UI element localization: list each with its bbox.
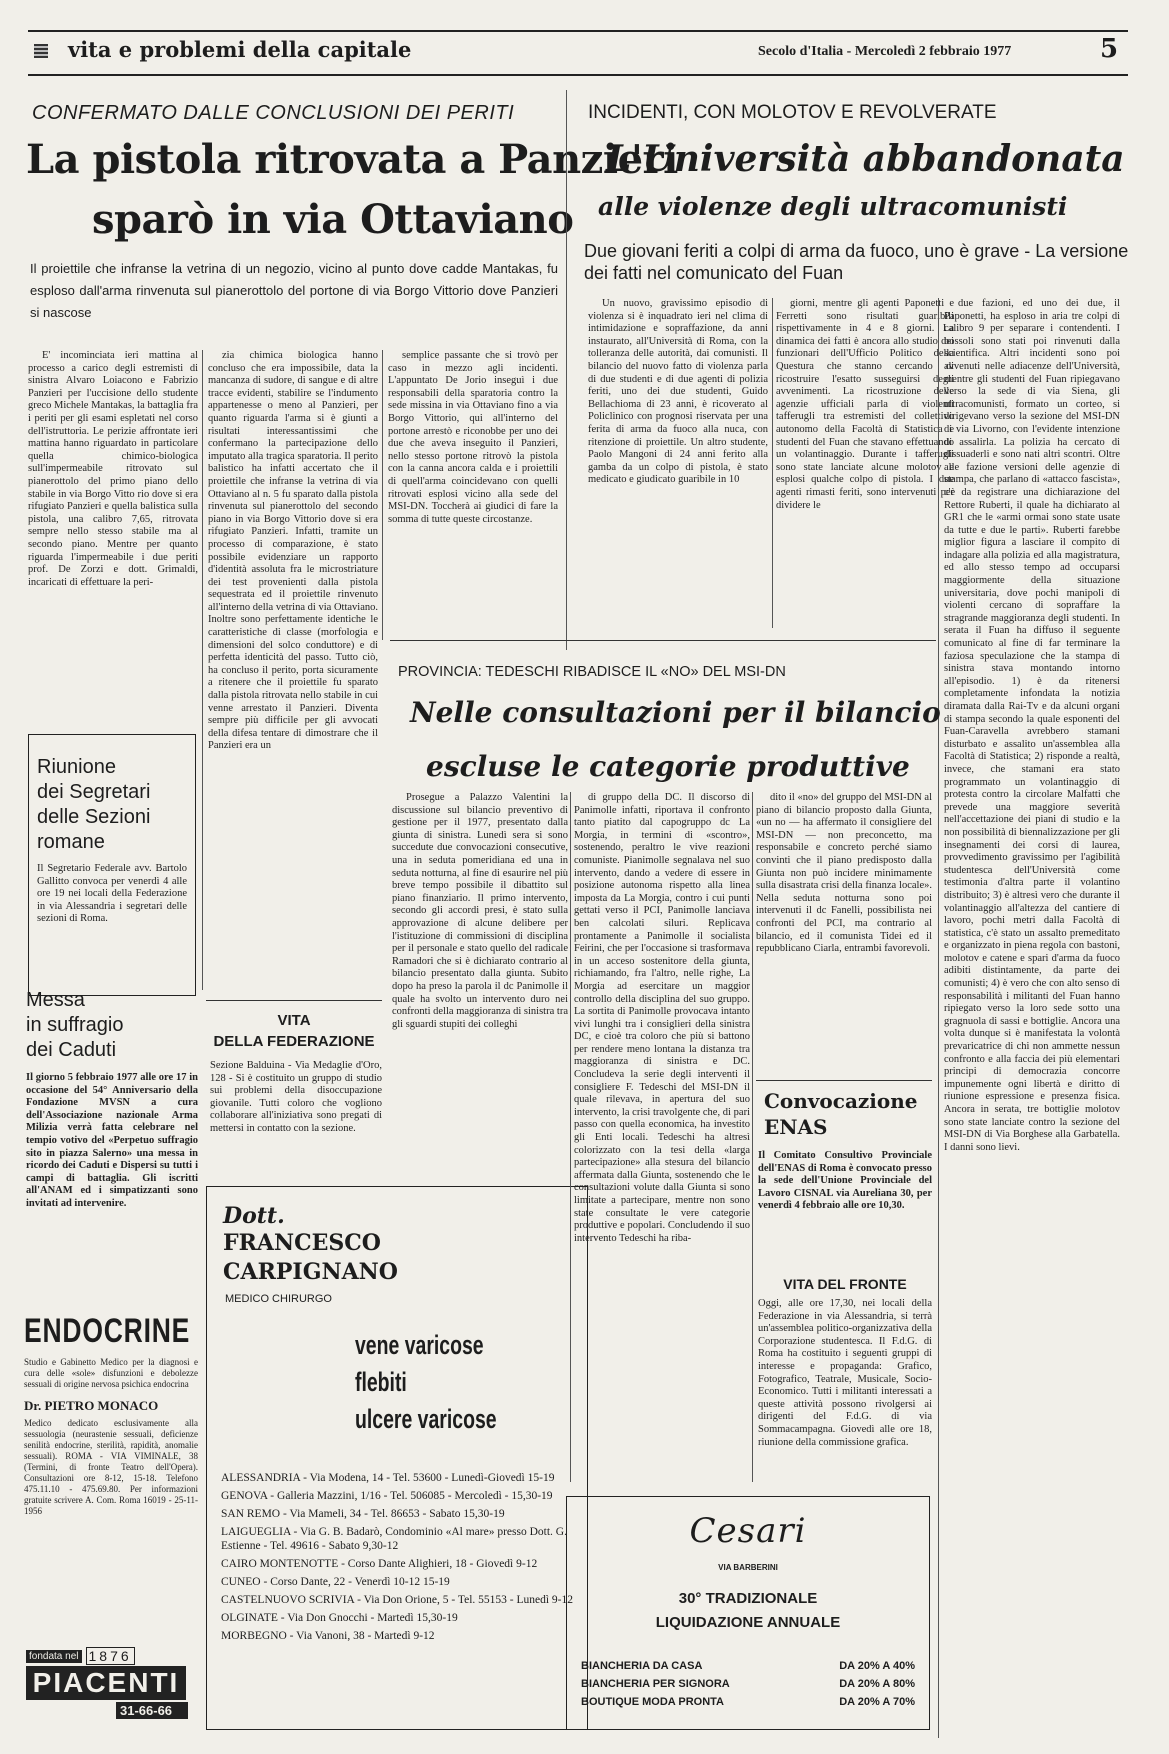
address-line: CAIRO MONTENOTTE - Corso Dante Alighieri, 18 - Giovedì 9-12 (221, 1558, 538, 1570)
fronte-body: Oggi, alle ore 17,30, nei locali della Federazione in via Alessandria, si terrà un'assemblea politico-organizzativa della Corporazione studentesca. Il F.d.G. di Roma ha costituito i seguenti gruppi di interesse e propaganda: Grafico, Fotografico, Teatrale, Musicale, Socio-Economico. Tutti i militanti interessati a queste attività possono rivolgersi ai dirigenti del F.d.G. di via Sommacampagna. Giovedì alle ore 18, riunione della commissione grafica. (758, 1298, 932, 1448)
masthead (28, 30, 1128, 78)
carpignano-name: FRANCESCO CARPIGNANO (223, 1230, 398, 1285)
endocrine-title: ENDOCRINE (24, 1312, 191, 1350)
provincia-col-1: Prosegue a Palazzo Valentini la discussione sul bilancio preventivo di gestione per il 1977, presentato dalla giunta di sinistra. Lunedì sera si sono succedute due convocazioni consecutive, una in seduta pomeridiana ed una in seduta notturna, al fine di esaurire nel più breve tempo possibile il dibattito sul piano finanziario. Il primo intervento, secondo gli accordi presi, è stato sulla approvazione di alcune delibere per l'istituzione di commissioni di disciplina per il personale e stato quello del radicale Ramadori che si è dichiarato contrario al bilancio presentato dalla giunta. Subito dopo ha preso la parola il dc Panimolle il quale ha svolto un intervento duro nei confronti della maggioranza di sinistra tra gli sguardi stupiti dei colleghi (392, 792, 568, 1030)
univ-col-3: due fazioni, ed uno dei due, il Paponetti, ha esploso in aria tre colpi di calibro 9 per separare i contendenti. I bossoli sono stati poi rinvenuti dalla scientifica. Altri incidenti sono poi avvenuti nelle adiacenze dell'Università, mentre gli studenti del Fuan ripiegavano verso la sede di via Siena, gli ultracomunisti, formato un corteo, si dirigevano verso la sezione del MSI-DN di via Livorno, con l'evidente intenzione di assalirla. La polizia ha cercato di dissuaderli e sono nati altri scontri. Oltre alle fazione versioni delle agenzie di stampa, che parlano di «attacco fascista», c'è da registrare una dichiarazione del Rettore Ruberti, il quale ha dichiarato al GR1 che le «armi ormai sono state usate da tutte e due le parti». Ruberti farebbe miglior figura a lasciare il compito di indagare alla polizia ed alla magistratura, ed allo stesso tempo ad occuparsi maggiormente della situazione universitaria, dove pochi manipoli di violenti cercano di sopraffare la stragrande maggioranza degli studenti. In serata il Fuan ha diffuso il seguente comunicato al fine di far terminare la faziosa speculazione che la stampa di sinistra stava montando intorno all'episodio. 1) è da ritenersi completamente infondata la notizia diramata dalla Rai-Tv e da alcuni organi di stampa secondo la quale esponenti del Fuan-Caravella avrebbero stamani disturbato e assalito un'assemblea alla Facoltà di Statistica; 2) risponde a realtà, invece, che stamani era stato programmato un volantinaggio di protesta contro la circolare Malfatti che prevede una maggiore severità nell'accettazione dei piani di studio e la non possibilità di biennalizzazione per gli insegnamenti dei corsi di laurea, provvedimento gravissimo per l'agibilità studentesca dell'Università come testimonia d'altra parte il volantino distribuito; 3) è altresì vero che durante il volantinaggio all'altezza del cantiere di lavoro, pochi metri dalla Facoltà di statistica, c'è stato un assalto premeditato e organizzato in piena regola con bastoni, molotov e catene e spari d'arma da fuoco adibiti distintamente, da parte dei comunisti; 4) è vero che con alto senso di responsabilità i militanti del Fuan hanno ripiegato verso la loro sede sotto una gragnuola di sassi e bottiglie. Ancora una volta dunque si è manifestata la volontà prevaricatrice di chi non ammette nessun confronto e alla faccia dei più elementari principi di democrazia concorre impunemente ogni libertà e diritto di riunione espressione e presenza fisica. Ancora in serata, tre bottiglie molotov sono state lanciate contro la sezione del MSI-DN di Via Borghese alla Garbatella. I danni sono lievi. (944, 298, 1120, 1153)
cesari-event: 30° TRADIZIONALE LIQUIDAZIONE ANNUALE (655, 1590, 841, 1631)
provincia-headline-2: escluse le categorie produttive (426, 750, 910, 783)
provincia-col-2: di gruppo della DC. Il discorso di Panimolle infatti, riportava il confronto tanto piatito dal capogruppo dc La Morgia, in termini di «scontro», sostenendo, peraltro le vive reazioni comuniste. Pianimolle segnalava nel suo intervento, dando a vedere di essere in posizione autonoma rispetto alla linea imposta da La Morgia, contro i cui punti gettati verso il PCI, Panimolle lanciava ben calcolati siluri. Replicava prontamente a Panimolle il socialista Feirini, che per l'occasione si trasformava in un acceso sostenitore della giunta, richiamando, fra l'altro, nelle righe, La Morgia ad esercitare un maggior controllo della disciplina del suo gruppo. La sortita di Panimolle provocava intanto vivi lunghi tra i consiglieri della sinistra DC, e cioè tra coloro che più si battono per rendere meno lontana la distanza tra maggioranza di sinistra e DC. Concludeva la serie degli interventi il consigliere F. Tedeschi del MSI-DN il quale rilevava, in apertura del suo intervento, la crisi travolgente che, di pari passo con quella economica, ha investito gli Enti locali. Tedeschi ha altresì colorizzato con la tesi della «larga partecipazione» alla stesura del bilancio affermata dalla Giunta, sostenendo che le consultazioni volute dalla Giunta si sono limitate a partecipare, mentre non sono state consultate le vere categorie produttive e popolari. Concludendo il suo intervento Tedeschi ha riba- (574, 792, 750, 1244)
cesari-item: BIANCHERIA PER SIGNORA DA 20% A 80% (581, 1678, 915, 1690)
univ-headline-2: alle violenze degli ultracomunisti (598, 192, 1068, 221)
address-line: OLGINATE - Via Don Gnocchi - Martedì 15,30-19 (221, 1612, 458, 1624)
pistol-col-2: zia chimica biologica hanno concluso che era impossibile, data la mancanza di sudore, di sangue e di altre tracce evidenti, stabilire se l'indumento appartenesse o meno al Panzieri, per quanto riguarda l'arma si è giunti a risultati interessantissimi che confermano la partecipazione dello imputato alla tragica sparatoria. Il perito balistico ha infatti accertato che il proiettile che infranse la vetrina di via Ottaviano al n. 5 fu sparato dalla pistola rinvenuta sul pianerottolo del secondo piano in via Borgo Vittorio dove si era rifugiato Panzieri. Infatti, tramite un processo di comparazione, è stato possibile evidenziare un rapporto d'identità assoluta fra le microstriature dei test provenienti dalla pistola sequestrata ed il proiettile rinvenuto all'interno della vetrina di via Ottaviano. Inoltre sono perfettamente identiche le caratteristiche di classe (morfologia e dimensioni del solco conduttore) e di perfetta identicità del passo. Tutto ciò, ha concluso il perito, porta sicuramente a ritenere che il proiettile fu sparato dalla pistola ritrovata nello stabile in cui venne arrestato il Panzieri. Diventa sempre più difficile per gli avvocati della difesa tentare di dimostrare che il Panzieri era un (208, 350, 378, 752)
univ-headline-1: L'Università abbandonata (606, 138, 1125, 180)
endocrine-intro: Studio e Gabinetto Medico per la diagnosi e cura delle «sole» disfunzioni e debolezze sessuali di origine nervosa psichica endocrina (24, 1357, 198, 1389)
carpignano-ad (206, 1186, 588, 1730)
provincia-col-3: dito il «no» del gruppo del MSI-DN al piano di bilancio proposto dalla Giunta, «un no — ha affermato il consigliere del MSI-DN — non preconcetto, ma responsabile e concreto perché siamo convinti che il piano predisposto dalla Giunta non può incidere minimamente sulla disastrata crisi della finanza locale». Nella seduta notturna sono poi intervenuti il dc Fanelli, possibilista nei confronti del PCI, ma contrario al bilancio, ed il comunista Tidei ed il repubblicano Ciarla, entrambi favorevoli. (756, 792, 932, 955)
pistol-col-3: semplice passante che si trovò per caso in mezzo agli incidenti. L'appuntato De Jorio inseguì i due responsabili della sparatoria contro la sede missina in via Ottaviano fino a via Borgo Vittorio, qui all'interno del portone arrestò e riconobbe per uno dei due che aveva inseguito il Panzieri, nello stesso portone ritrovò la pistola con la canna ancora calda e i proiettili di quell'arma coincidevano con quelli ritrovati esplosi vicino alla sede del MSI-DN. Toccherà ai giudici di fare la somma di tutte queste circostanze. (388, 350, 558, 525)
provincia-kicker: PROVINCIA: TEDESCHI RIBADISCE IL «NO» DEL MSI-DN (398, 664, 786, 680)
carpignano-specialties: vene varicose flebiti ulcere varicose (355, 1330, 497, 1434)
page-number: 5 (1100, 34, 1119, 64)
address-line: CASTELNUOVO SCRIVIA - Via Don Orione, 5 - Tel. 55153 - Lunedì 9-12 (221, 1594, 573, 1606)
riunione-box (28, 734, 196, 996)
piacenti-year: 1876 (86, 1647, 135, 1665)
cesari-ad (566, 1496, 930, 1730)
pistol-kicker: CONFERMATO DALLE CONCLUSIONI DEI PERITI (32, 102, 515, 124)
univ-col-2: giorni, mentre gli agenti Paponetti e Ferretti sono risultati guaribili rispettivamente in 4 e 8 giorni. La dinamica dei fatti è ancora allo studio dei funzionari dell'Ufficio Politico della Questura che stanno cercando di ricostruire l'esatto susseguirsi degli avvenimenti. La ricostruzione delle agenzie ufficiali parla di violenti tafferugli tra estremisti del collettivo autonomo della Facoltà di Statistica e studenti del Fuan che stavano effettuando un volantinaggio. Durante i tafferugli sono state lanciate alcune molotov e esplosi qualche colpo di pistola. I due agenti rimasti feriti, sono intervenuti per dividere le (776, 298, 954, 511)
address-line: SAN REMO - Via Mameli, 34 - Tel. 86653 - Sabato 15,30-19 (221, 1508, 505, 1520)
univ-col-1: Un nuovo, gravissimo episodio di violenza si è inquadrato ieri nel clima di intimidazione e sopraffazione, da anni instaurato, all'Università di Roma, con la tolleranza delle autorità, dai comunisti. Il bilancio del nuovo fatto di violenza parla di due studenti e di due agenti di polizia feriti, uno dei due studenti, Guido Bellachioma di 23 anni, è ricoverato al Policlinico con prognosi riservata per una ferita di arma da fuoco alla nuca, con ritenzione di proiettile. Un altro studente, Paolo Mangoni di 24 anni ferito alla gamba da un colpo di pistola, è stato medicato e giudicato guaribile in 10 (588, 298, 768, 486)
paper-dateline: Secolo d'Italia - Mercoledì 2 febbraio 1977 (758, 44, 1012, 59)
endocrine-body: Medico dedicato esclusivamente alla sessuologia (neurastenie sessuali, deficienze senilità endocrine, sterilità, rapidità, anomalie sessuali). ROMA - VIA VIMINALE, 38 (Termini, di fronte Teatro dell'Opera). Consultazioni ore 8-12, 15-18. Telefono 475.11.10 - 475.69.80. Per informazioni gratuite scrivere A. Com. Roma 16019 - 25-11-1956 (24, 1418, 198, 1516)
cesari-address: VIA BARBERINI (718, 1563, 778, 1572)
section-title: vita e problemi della capitale (68, 37, 412, 62)
cesari-item: BIANCHERIA DA CASA DA 20% A 40% (581, 1660, 915, 1672)
enas-body: Il Comitato Consultivo Provinciale dell'ENAS di Roma è convocato presso la sede dell'Unione Provinciale del Lavoro CISNAL via Aureliana 30, per venerdì 4 febbraio alle ore 10,30. (758, 1150, 932, 1212)
address-line: LAIGUEGLIA - Via G. B. Badarò, Condominio «Al mare» presso Dott. G. Estienne - Tel. 49616 - Sabato 9,30-12 (221, 1526, 567, 1552)
pistol-col-1: E' incominciata ieri mattina al processo a carico degli estremisti di sinistra Alvaro Loiacono e Fabrizio Panzieri per l'uccisione dello studente greco Michele Mantakas, la battaglia fra i periti per gli esami espletati nel corso dell'istruttoria. Le perizie affrontate ieri mattina hanno riguardato in particolare quella chimico-biologica sull'impermeabile ritrovato sul pianerottolo del primo piano dello stabile in via Borgo Vitto rio dove si era rifugiato Panzieri e quella balistica sulla pistola, una calibro 7,65, ritrovata sempre nello stesso stabile ma al secondo piano. Mentre per quanto riguarda l'impermeabile i due periti prof. De Zorzi e dott. Grimaldi, incaricati di effettuare la peri- (28, 350, 198, 588)
address-line: ALESSANDRIA - Via Modena, 14 - Tel. 53600 - Lunedì-Giovedì 15-19 (221, 1472, 555, 1484)
endocrine-ad (24, 1312, 198, 1612)
univ-subtitle: Due giovani feriti a colpi di arma da fuoco, uno è grave - La versione dei fatti nel comunicato del Fuan (584, 241, 1129, 283)
piacenti-name: PIACENTI (26, 1666, 186, 1700)
masthead-square-icon (34, 44, 48, 58)
federazione-body: Sezione Balduina - Via Medaglie d'Oro, 128 - Si è costituito un gruppo di studio sui problemi della disoccupazione giovanile. Tutti coloro che vogliono collaborare all'iniziativa sono pregati di mettersi in contatto con la sezione. (210, 1060, 382, 1134)
enas-title: Convocazione ENAS (764, 1089, 918, 1139)
cesari-items (581, 1657, 915, 1711)
pistol-summary: Il proiettile che infranse la vetrina di un negozio, vicino al punto dove cadde Mantakas, fu esploso dall'arma rinvenuta sul pianerottolo del portone di via Borgo Vittorio dove Panzieri si nascose (30, 261, 558, 320)
address-line: CUNEO - Corso Dante, 22 - Venerdì 10-12 15-19 (221, 1576, 450, 1588)
cesari-logo: Cesari (689, 1511, 807, 1551)
univ-kicker: INCIDENTI, CON MOLOTOV E REVOLVERATE (588, 102, 997, 123)
riunione-title: Riunione dei Segretari delle Sezioni romane (37, 756, 151, 853)
piacenti-phone: 31-66-66 (116, 1702, 188, 1719)
cesari-item: BOUTIQUE MODA PRONTA DA 20% A 70% (581, 1696, 915, 1708)
pistol-headline-1: La pistola ritrovata a Panzieri (26, 136, 678, 183)
fronte-title: VITA DEL FRONTE (783, 1276, 907, 1292)
piacenti-tag: fondata nel (26, 1650, 82, 1663)
piacenti-ad (26, 1648, 192, 1728)
pistol-headline-2: sparò in via Ottaviano (92, 196, 574, 243)
federazione-title: VITA DELLA FEDERAZIONE (213, 1012, 375, 1050)
riunione-body: Il Segretario Federale avv. Bartolo Gallitto convoca per venerdì 4 alle ore 19 nei locali della Federazione in via Alessandria i segretari delle sezioni di Roma. (37, 863, 187, 925)
messa-body: Il giorno 5 febbraio 1977 alle ore 17 in occasione del 54° Anniversario della Fondazione MVSN a cura dell'Associazione nazionale Arma Milizia verrà fatta celebrare nel tempio votivo del «Perpetuo suffragio sito in piazza Salerno» una messa in ricordo dei Caduti e Dispersi su tutti i campi di battaglia. Gli iscritti all'ANAM ed i simpatizzanti sono invitati ad intervenire. (26, 1072, 198, 1209)
carpignano-title: Dott. (223, 1203, 285, 1229)
provincia-headline-1: Nelle consultazioni per il bilancio (410, 696, 941, 729)
address-line: GENOVA - Galleria Mazzini, 1/16 - Tel. 506085 - Mercoledì - 15,30-19 (221, 1490, 553, 1502)
messa-title: Messa in suffragio dei Caduti (26, 989, 124, 1061)
endocrine-doctor: Dr. PIETRO MONACO (24, 1398, 159, 1413)
carpignano-addresses (221, 1471, 573, 1647)
address-line: MORBEGNO - Via Vanoni, 38 - Martedì 9-12 (221, 1630, 435, 1642)
carpignano-role: MEDICO CHIRURGO (225, 1293, 332, 1305)
